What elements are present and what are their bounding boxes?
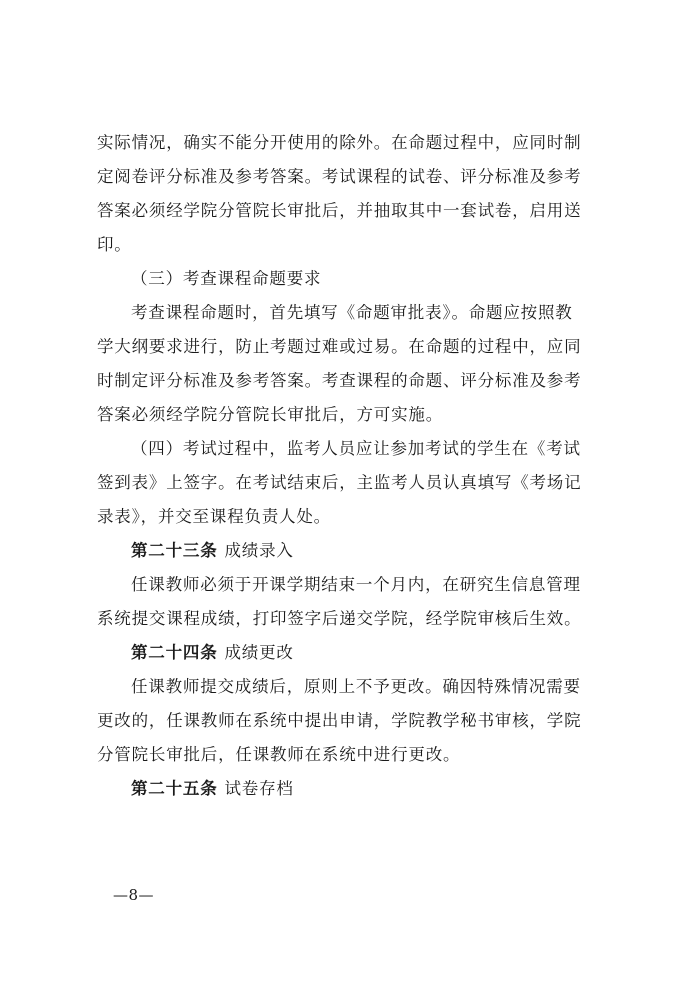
- subheading-assessment-requirements: [97, 262, 617, 296]
- article-title: 成绩更改: [224, 643, 294, 662]
- text-line: 分管院长审批后，任课教师在系统中进行更改。: [97, 745, 461, 764]
- text-line: 更改的，任课教师在系统中提出申请，学院教学秘书审核，学院: [97, 711, 582, 730]
- paragraph-exam-process: [97, 432, 617, 534]
- text-line: 考查课程命题时，首先填写《命题审批表》。命题应按照教: [131, 303, 573, 322]
- article-25-heading: [97, 772, 617, 806]
- article-number: 第二十四条: [131, 643, 218, 662]
- text-line: 学大纲要求进行，防止考题过难或过易。在命题的过程中，应同: [97, 337, 582, 356]
- article-title: 成绩录入: [224, 541, 294, 560]
- text-line: 录表》，并交至课程负责人处。: [97, 507, 331, 526]
- article-number: 第二十三条: [131, 541, 218, 560]
- text-line: 时制定评分标准及参考答案。考查课程的命题、评分标准及参考: [97, 371, 582, 390]
- text-line: 答案必须经学院分管院长审批后，方可实施。: [97, 405, 443, 424]
- article-title: 试卷存档: [224, 779, 294, 798]
- paragraph-exam-proposition: [97, 126, 617, 262]
- text-line: 印。: [97, 235, 132, 254]
- article-number: 第二十五条: [131, 779, 218, 798]
- paragraph-grade-change: [97, 670, 617, 772]
- article-23-heading: [97, 534, 617, 568]
- text-line: 签到表》上签字。在考试结束后，主监考人员认真填写《考场记: [97, 473, 582, 492]
- text-line: 系统提交课程成绩，打印签字后递交学院，经学院审核后生效。: [97, 609, 582, 628]
- text-line: （四）考试过程中，监考人员应让参加考试的学生在《考试: [131, 439, 581, 458]
- text-line: 实际情况，确实不能分开使用的除外。在命题过程中，应同时制: [97, 133, 582, 152]
- text-line: 定阅卷评分标准及参考答案。考试课程的试卷、评分标准及参考: [97, 167, 582, 186]
- text-line: 答案必须经学院分管院长审批后，并抽取其中一套试卷，启用送: [97, 201, 582, 220]
- paragraph-assessment-proposition: [97, 296, 617, 432]
- page-number: —8—: [113, 886, 155, 904]
- text-line: （三）考查课程命题要求: [131, 269, 322, 288]
- paragraph-grade-entry: [97, 568, 617, 636]
- text-line: 任课教师必须于开课学期结束一个月内，在研究生信息管理: [131, 575, 581, 594]
- article-24-heading: [97, 636, 617, 670]
- text-line: 任课教师提交成绩后，原则上不予更改。确因特殊情况需要: [131, 677, 581, 696]
